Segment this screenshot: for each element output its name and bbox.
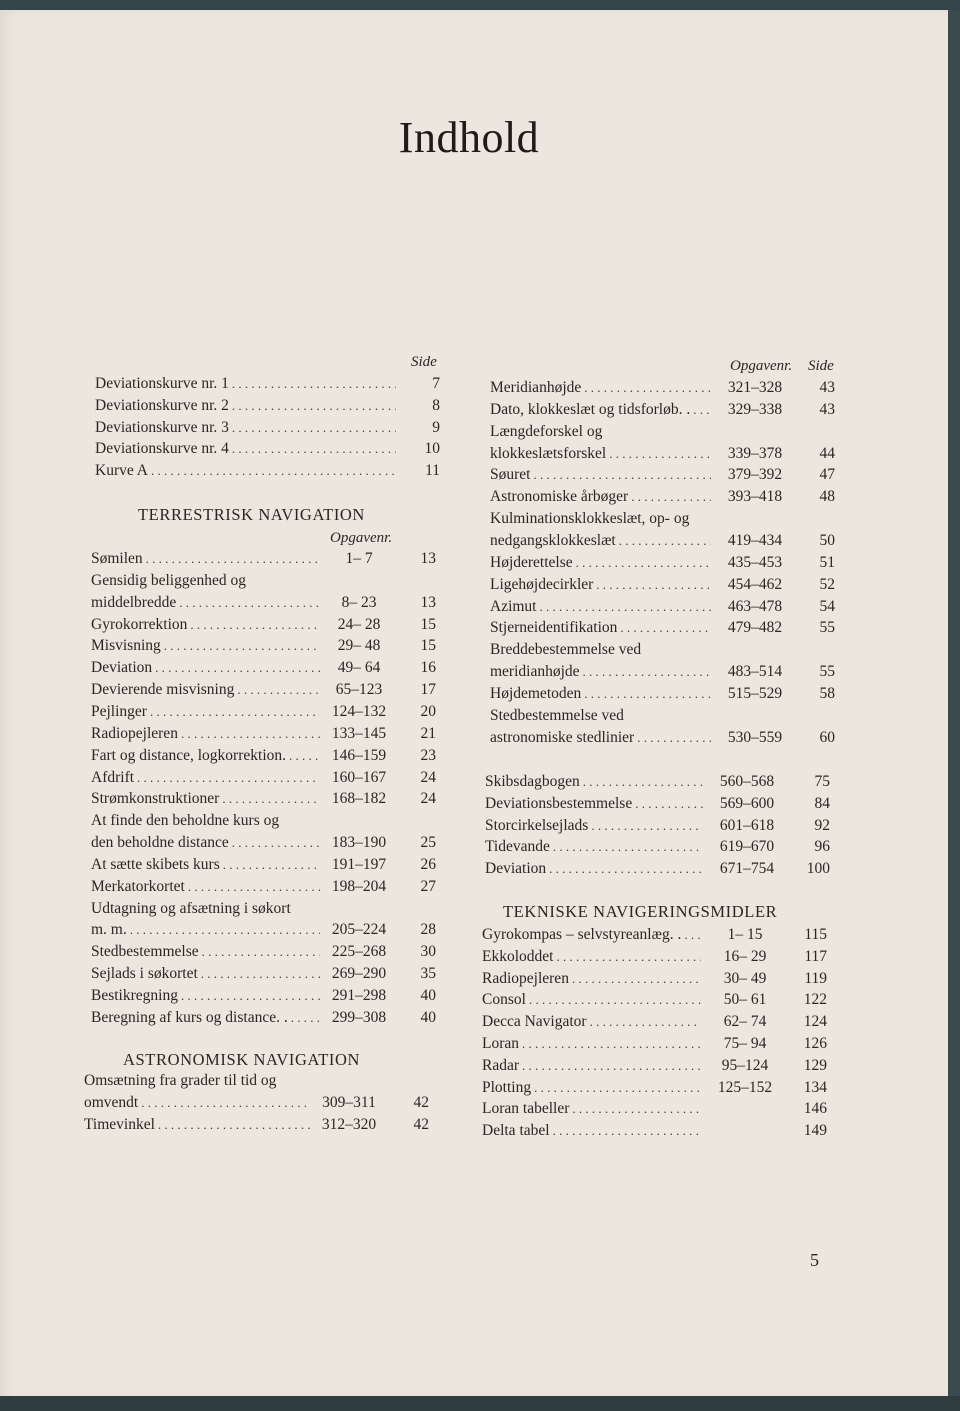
entry-label: Meridianhøjde — [490, 379, 582, 396]
entry-page-number: 43 — [819, 400, 835, 418]
entry-exercise-numbers: 321–328 — [727, 379, 783, 396]
entry-exercise-numbers: 435–453 — [727, 553, 783, 571]
side-column-header-right: Side — [808, 358, 834, 374]
entry-exercise-numbers: 329–338 — [727, 400, 783, 418]
entry-exercise-numbers: 463–478 — [727, 597, 783, 615]
entry-page-number: 9 — [432, 418, 440, 436]
entry-exercise-numbers: 1– 7 — [345, 550, 373, 567]
toc-entry — [490, 615, 835, 637]
entry-label: Højdemetoden — [490, 684, 582, 702]
entry-label: Delta tabel — [482, 1122, 550, 1140]
entry-page-number: 7 — [432, 375, 440, 392]
toc-entry — [490, 528, 835, 550]
entry-exercise-numbers: 291–298 — [331, 987, 387, 1004]
toc-entry — [482, 1118, 827, 1140]
astronomisk-heading: ASTRONOMISK NAVIGATION — [123, 1050, 361, 1069]
leader-dots — [556, 948, 701, 966]
entry-label: Timevinkel — [84, 1116, 155, 1133]
toc-entry — [490, 725, 835, 747]
entry-label: Deviationskurve nr. 4 — [95, 440, 229, 458]
entry-page-number: 115 — [804, 926, 827, 943]
page-number: 5 — [810, 1250, 819, 1270]
leader-dots — [130, 921, 320, 939]
entry-exercise-numbers: 75– 94 — [723, 1035, 767, 1052]
entry-label: Afdrift — [91, 768, 135, 786]
toc-entry — [91, 721, 436, 743]
leader-dots — [141, 1094, 310, 1112]
entry-page-number: 23 — [420, 746, 436, 764]
entry-exercise-numbers: 198–204 — [331, 877, 387, 895]
leader-dots — [572, 970, 701, 988]
entry-page-number: 11 — [425, 462, 440, 480]
side-column-header: Side — [411, 354, 437, 370]
entry-page-number: 43 — [819, 379, 835, 396]
entry-exercise-numbers: 160–167 — [331, 768, 387, 786]
entry-exercise-numbers: 30– 49 — [723, 969, 767, 987]
entry-label: Radar — [482, 1056, 520, 1074]
entry-label: Ligehøjdecirkler — [490, 575, 594, 593]
toc-entry — [91, 590, 436, 612]
leader-dots — [223, 856, 320, 874]
toc-entry — [95, 415, 440, 437]
toc-entry — [95, 436, 440, 458]
toc-entry — [91, 786, 436, 808]
toc-entry — [84, 1112, 429, 1134]
toc-entry — [490, 681, 835, 703]
entry-exercise-numbers: 125–152 — [717, 1078, 773, 1096]
entry-page-number: 146 — [803, 1100, 827, 1118]
entry-label: Beregning af kurs og distance. . — [91, 1008, 288, 1026]
toc-entry — [84, 1090, 429, 1112]
page-right-edge — [948, 10, 960, 1398]
entry-label: Stedbestemmelse — [91, 943, 199, 961]
entry-page-number: 134 — [803, 1078, 827, 1096]
toc-entry — [91, 765, 436, 787]
leader-dots — [620, 619, 711, 637]
toc-entry — [490, 659, 835, 681]
entry-page-number: 92 — [814, 816, 830, 834]
toc-entry — [95, 371, 440, 393]
entry-label: Storcirkelsejlads — [485, 816, 589, 834]
leader-dots — [188, 878, 320, 896]
toc-entry — [490, 397, 835, 419]
entry-page-number: 126 — [803, 1035, 827, 1052]
entry-page-number: 149 — [803, 1122, 827, 1140]
toc-entry — [91, 633, 436, 655]
entry-exercise-numbers: 269–290 — [331, 965, 387, 983]
entry-exercise-numbers: 168–182 — [331, 790, 387, 808]
toc-entry — [482, 944, 827, 966]
leader-dots — [583, 663, 711, 681]
leader-dots — [522, 1035, 701, 1053]
entry-page-number: 30 — [420, 943, 436, 961]
entry-label: Sømilen — [91, 550, 143, 567]
entry-page-number: 58 — [819, 684, 835, 702]
entry-label: Deviationskurve nr. 3 — [95, 418, 229, 436]
leader-dots — [222, 790, 320, 808]
toc-entry — [490, 419, 835, 441]
entry-page-number: 8 — [432, 396, 440, 414]
entry-page-number: 75 — [814, 773, 830, 790]
leader-dots — [572, 1100, 701, 1118]
toc-entry — [485, 856, 830, 878]
leader-dots — [591, 817, 703, 835]
leader-dots — [584, 379, 711, 397]
toc-entry — [485, 791, 830, 813]
entry-page-number: 52 — [819, 575, 835, 593]
leader-dots — [237, 681, 320, 699]
entry-exercise-numbers: 133–145 — [331, 724, 387, 742]
toc-entry — [482, 1009, 827, 1031]
entry-label: Deviationskurve nr. 2 — [95, 396, 229, 414]
entry-page-number: 28 — [420, 921, 436, 939]
entry-exercise-numbers: 95–124 — [721, 1056, 769, 1074]
leader-dots — [619, 532, 711, 550]
entry-label: Gensidig beliggenhed og — [91, 571, 246, 589]
toc-entry — [482, 1031, 827, 1053]
entry-label: Sejlads i søkortet — [91, 965, 198, 983]
entry-page-number: 84 — [814, 794, 830, 812]
leader-dots — [190, 616, 320, 634]
toc-entry — [482, 1096, 827, 1118]
entry-exercise-numbers: 339–378 — [727, 444, 783, 462]
entry-page-number: 55 — [819, 619, 835, 637]
leader-dots — [534, 1079, 701, 1097]
entry-label: Merkatorkortet — [91, 877, 185, 895]
leader-dots — [596, 576, 711, 594]
leader-dots — [155, 659, 320, 677]
toc-entry — [482, 987, 827, 1009]
entry-page-number: 51 — [819, 553, 835, 571]
leader-dots — [553, 838, 703, 856]
entry-label: Stjerneidentifikation — [490, 619, 618, 637]
entry-exercise-numbers: 309–311 — [322, 1094, 376, 1111]
entry-exercise-numbers: 483–514 — [727, 663, 783, 681]
entry-page-number: 122 — [803, 991, 827, 1009]
toc-entry — [490, 703, 835, 725]
toc-entry — [91, 874, 436, 896]
toc-entry — [91, 830, 436, 852]
entry-page-number: 20 — [420, 702, 436, 720]
toc-entry — [485, 769, 830, 791]
entry-page-number: 27 — [420, 877, 436, 895]
entry-page-number: 100 — [806, 860, 830, 878]
entry-exercise-numbers: 50– 61 — [723, 991, 767, 1009]
entry-exercise-numbers: 183–190 — [331, 834, 387, 852]
opgavenr-column-header: Opgavenr. — [330, 530, 393, 546]
toc-entry — [91, 961, 436, 983]
leader-dots — [590, 1013, 701, 1031]
entry-label: Consol — [482, 991, 526, 1009]
entry-label: meridianhøjde — [490, 663, 580, 681]
leader-dots — [179, 594, 320, 612]
entry-label: Kulminationsklokkeslæt, op- og — [490, 510, 690, 528]
entry-label: Skibsdagbogen — [485, 773, 580, 790]
leader-dots — [151, 462, 396, 480]
leader-dots — [146, 550, 320, 568]
entry-page-number: 15 — [420, 637, 436, 655]
leader-dots — [529, 991, 701, 1009]
entry-page-number: 13 — [420, 593, 436, 611]
entry-page-number: 47 — [819, 466, 835, 484]
toc-entry — [490, 462, 835, 484]
entry-page-number: 13 — [420, 550, 436, 567]
entry-label: Fart og distance, logkorrektion. — [91, 746, 286, 764]
tekniske-heading: TEKNISKE NAVIGERINGSMIDLER — [503, 902, 778, 921]
toc-entry — [91, 743, 436, 765]
leader-dots — [202, 943, 320, 961]
entry-label: At sætte skibets kurs — [91, 855, 220, 873]
leader-dots — [540, 598, 712, 616]
entry-label: Breddebestemmelse ved — [490, 641, 642, 659]
entry-page-number: 42 — [413, 1116, 429, 1133]
toc-entry — [490, 637, 835, 659]
entry-page-number: 17 — [420, 681, 436, 699]
toc-entry — [91, 808, 436, 830]
entry-label: Radiopejleren — [482, 969, 569, 987]
entry-page-number: 35 — [420, 965, 436, 983]
entry-page-number: 24 — [420, 790, 436, 808]
toc-entry — [482, 966, 827, 988]
entry-exercise-numbers: 454–462 — [727, 575, 783, 593]
entry-label: middelbredde — [91, 593, 177, 611]
leader-dots — [549, 860, 703, 878]
entry-exercise-numbers: 16– 29 — [723, 947, 767, 965]
leader-dots — [609, 445, 711, 463]
entry-exercise-numbers: 124–132 — [331, 702, 387, 720]
entry-label: Kurve A — [95, 462, 148, 480]
toc-entry — [91, 983, 436, 1005]
entry-exercise-numbers: 479–482 — [727, 619, 783, 637]
terrestrisk-heading: TERRESTRISK NAVIGATION — [138, 505, 365, 524]
entry-label: Deviation — [91, 659, 153, 677]
leader-dots — [232, 375, 396, 393]
entry-page-number: 96 — [814, 838, 830, 856]
entry-exercise-numbers: 619–670 — [719, 838, 775, 856]
leader-dots — [150, 703, 320, 721]
entry-page-number: 26 — [420, 855, 436, 873]
entry-page-number: 55 — [819, 663, 835, 681]
entry-page-number: 119 — [804, 969, 827, 987]
entry-exercise-numbers: 65–123 — [335, 681, 383, 699]
entry-label: Stedbestemmelse ved — [490, 706, 624, 724]
entry-page-number: 124 — [803, 1013, 827, 1031]
bottom-edge — [0, 1396, 960, 1411]
toc-entry — [485, 834, 830, 856]
toc-entry — [91, 939, 436, 961]
toc-entry — [84, 1068, 429, 1090]
entry-exercise-numbers: 205–224 — [331, 921, 387, 939]
entry-page-number: 15 — [420, 615, 436, 633]
leader-dots — [693, 401, 711, 419]
toc-entry — [91, 852, 436, 874]
entry-exercise-numbers: 225–268 — [331, 943, 387, 961]
leader-dots — [635, 795, 703, 813]
entry-exercise-numbers: 146–159 — [331, 746, 387, 764]
entry-page-number: 16 — [420, 659, 436, 677]
toc-entry — [91, 699, 436, 721]
entry-label: Loran — [482, 1035, 520, 1052]
entry-exercise-numbers: 24– 28 — [337, 615, 381, 633]
entry-page-number: 40 — [420, 1008, 436, 1026]
entry-label: At finde den beholdne kurs og — [91, 812, 280, 830]
entry-label: Astronomiske årbøger — [490, 488, 629, 506]
entry-label: Loran tabeller — [482, 1100, 570, 1118]
leader-dots — [631, 488, 711, 506]
toc-entry — [482, 1075, 827, 1097]
toc-entry — [91, 655, 436, 677]
toc-entry — [490, 484, 835, 506]
entry-label: Devierende misvisning — [91, 681, 235, 699]
leader-dots — [553, 1122, 701, 1140]
toc-entry — [91, 896, 436, 918]
leader-dots — [181, 725, 320, 743]
entry-label: Gyrokorrektion — [91, 615, 188, 633]
entry-exercise-numbers: 8– 23 — [341, 593, 377, 611]
entry-exercise-numbers: 1– 15 — [727, 926, 763, 943]
entry-label: Plotting — [482, 1078, 532, 1096]
entry-label: Bestikregning — [91, 987, 178, 1004]
toc-entry — [490, 550, 835, 572]
toc-entry — [482, 1053, 827, 1075]
toc-entry — [482, 922, 827, 944]
entry-label: den beholdne distance — [91, 834, 229, 852]
entry-label: m. m. — [91, 921, 127, 939]
entry-label: Deviation — [485, 860, 547, 878]
entry-page-number: 24 — [420, 768, 436, 786]
entry-page-number: 60 — [819, 728, 835, 746]
opgavenr-column-header-right: Opgavenr. — [730, 358, 793, 374]
entry-exercise-numbers: 569–600 — [719, 794, 775, 812]
entry-exercise-numbers: 379–392 — [727, 466, 783, 484]
leader-dots — [684, 926, 701, 944]
entry-label: astronomiske stedlinier — [490, 728, 635, 746]
leader-dots — [201, 965, 320, 983]
toc-entry — [490, 441, 835, 463]
leader-dots — [232, 834, 320, 852]
leader-dots — [158, 1116, 310, 1134]
entry-page-number: 129 — [803, 1056, 827, 1074]
entry-exercise-numbers: 515–529 — [727, 684, 783, 702]
leader-dots — [137, 769, 320, 787]
toc-entry — [91, 917, 436, 939]
leader-dots — [584, 685, 711, 703]
toc-entry — [490, 594, 835, 616]
entry-label: Decca Navigator — [482, 1013, 587, 1031]
entry-page-number: 50 — [819, 531, 835, 549]
entry-label: Højderettelse — [490, 553, 573, 571]
entry-exercise-numbers: 49– 64 — [337, 659, 381, 677]
entry-page-number: 42 — [413, 1094, 429, 1111]
toc-entry — [490, 572, 835, 594]
page-title: Indhold — [398, 113, 540, 162]
entry-label: Ekkoloddet — [482, 947, 554, 965]
entry-page-number: 21 — [420, 724, 436, 742]
entry-exercise-numbers: 29– 48 — [337, 637, 381, 655]
leader-dots — [164, 637, 320, 655]
toc-entry — [490, 375, 835, 397]
entry-label: omvendt — [84, 1094, 139, 1111]
leader-dots — [637, 729, 711, 747]
toc-entry — [91, 1005, 436, 1027]
entry-label: Søuret — [490, 466, 531, 484]
toc-entry — [91, 568, 436, 590]
leader-dots — [576, 554, 711, 572]
toc-entry — [91, 677, 436, 699]
entry-label: Azimut — [490, 597, 537, 615]
leader-dots — [289, 747, 320, 765]
leader-dots — [291, 1009, 320, 1027]
entry-label: Gyrokompas – selvstyreanlæg. . — [482, 926, 682, 943]
entry-page-number: 40 — [420, 987, 436, 1004]
leader-dots — [583, 773, 703, 791]
entry-exercise-numbers: 312–320 — [321, 1116, 377, 1133]
entry-label: klokkeslætsforskel — [490, 444, 607, 462]
leader-dots — [232, 397, 396, 415]
entry-label: Dato, klokkeslæt og tidsforløb. . — [490, 400, 691, 418]
entry-label: Længdeforskel og — [490, 422, 603, 440]
entry-label: Deviationskurve nr. 1 — [95, 375, 229, 392]
entry-label: Udtagning og afsætning i søkort — [91, 899, 291, 917]
leader-dots — [181, 987, 320, 1005]
entry-page-number: 25 — [420, 834, 436, 852]
toc-entry — [485, 813, 830, 835]
leader-dots — [533, 466, 711, 484]
leader-dots — [522, 1057, 701, 1075]
toc-entry — [91, 546, 436, 568]
toc-entry — [95, 458, 440, 480]
entry-exercise-numbers: 601–618 — [719, 816, 775, 834]
entry-page-number: 44 — [819, 444, 835, 462]
entry-label: Strømkonstruktioner — [91, 790, 220, 808]
entry-exercise-numbers: 393–418 — [727, 488, 783, 506]
entry-label: Omsætning fra grader til tid og — [84, 1072, 277, 1089]
entry-label: Radiopejleren — [91, 724, 178, 742]
entry-exercise-numbers: 560–568 — [719, 773, 775, 790]
entry-page-number: 48 — [819, 488, 835, 506]
leader-dots — [232, 419, 396, 437]
entry-exercise-numbers: 191–197 — [331, 855, 387, 873]
entry-label: nedgangsklokkeslæt — [490, 531, 616, 549]
entry-exercise-numbers: 299–308 — [331, 1008, 387, 1026]
toc-entry — [95, 393, 440, 415]
entry-label: Pejlinger — [91, 702, 147, 720]
entry-page-number: 54 — [819, 597, 835, 615]
entry-exercise-numbers: 530–559 — [727, 728, 783, 746]
leader-dots — [232, 440, 396, 458]
toc-entry — [490, 506, 835, 528]
entry-exercise-numbers: 62– 74 — [723, 1013, 767, 1031]
entry-label: Misvisning — [91, 637, 161, 655]
entry-exercise-numbers: 671–754 — [719, 860, 775, 878]
entry-label: Tidevande — [485, 838, 550, 856]
entry-label: Deviationsbestemmelse — [485, 794, 633, 812]
toc-entry — [91, 612, 436, 634]
entry-page-number: 10 — [424, 440, 440, 458]
entry-exercise-numbers: 419–434 — [727, 531, 783, 549]
entry-page-number: 117 — [804, 947, 827, 965]
